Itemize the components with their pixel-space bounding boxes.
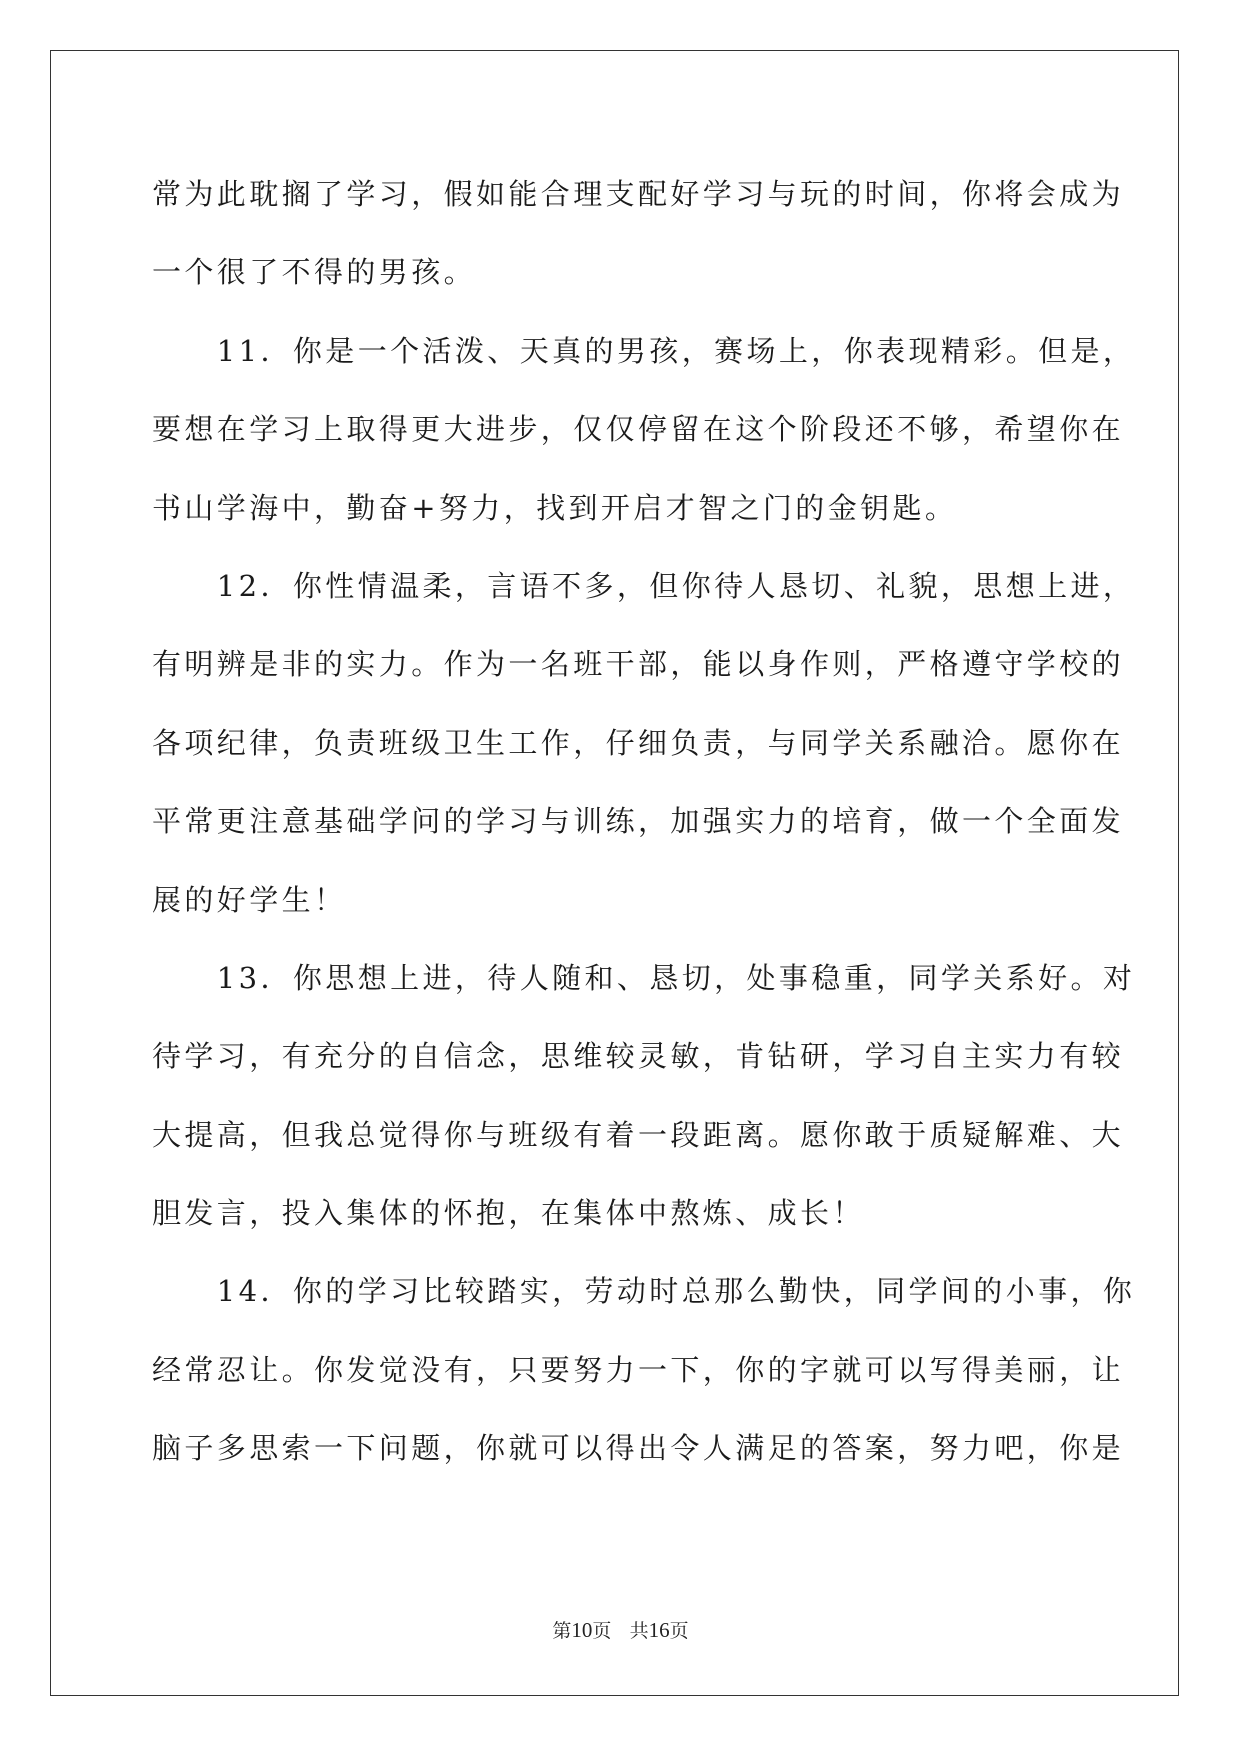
footer-prefix: 第 (552, 1620, 572, 1642)
text-line: 脑子多思索一下问题，你就可以得出令人满足的答案，努力吧，你是 (152, 1431, 1125, 1466)
text-line: 书山学海中，勤奋+努力，找到开启才智之门的金钥匙。 (152, 490, 958, 525)
document-body (152, 166, 1136, 1499)
text-line: 展的好学生！ (152, 882, 347, 917)
footer-total-prefix: 共 (629, 1620, 649, 1642)
total-page-number: 16 (648, 1618, 670, 1642)
text-line: 平常更注意基础学问的学习与训练，加强实力的培育，做一个全面发 (152, 804, 1125, 839)
text-line: 各项纪律，负责班级卫生工作，仔细负责，与同学关系融洽。愿你在 (152, 725, 1125, 760)
text-line: 11．你是一个活泼、天真的男孩，赛场上，你表现精彩。但是， (152, 333, 1136, 368)
text-line: 胆发言，投入集体的怀抱，在集体中熬炼、成长！ (152, 1196, 865, 1231)
text-line: 12．你性情温柔，言语不多，但你待人恳切、礼貌，思想上进， (152, 568, 1136, 603)
footer-page-word: 页 (592, 1620, 612, 1642)
text-line: 13．你思想上进，待人随和、恳切，处事稳重，同学关系好。对 (152, 960, 1136, 995)
text-line: 经常忍让。你发觉没有，只要努力一下，你的字就可以写得美丽，让 (152, 1352, 1125, 1387)
page-footer (0, 1616, 1241, 1643)
text-line: 大提高，但我总觉得你与班级有着一段距离。愿你敢于质疑解难、大 (152, 1117, 1125, 1152)
footer-total-suffix: 页 (669, 1620, 689, 1642)
current-page-number: 10 (571, 1618, 593, 1642)
text-line: 有明辨是非的实力。作为一名班干部，能以身作则，严格遵守学校的 (152, 647, 1125, 682)
text-line: 一个很了不得的男孩。 (152, 255, 477, 290)
text-line: 常为此耽搁了学习，假如能合理支配好学习与玩的时间，你将会成为 (152, 177, 1125, 211)
text-line: 要想在学习上取得更大进步，仅仅停留在这个阶段还不够，希望你在 (152, 412, 1125, 447)
text-line: 14．你的学习比较踏实，劳动时总那么勤快，同学间的小事，你 (152, 1274, 1136, 1309)
text-line: 待学习，有充分的自信念，思维较灵敏，肯钻研，学习自主实力有较 (152, 1039, 1125, 1074)
